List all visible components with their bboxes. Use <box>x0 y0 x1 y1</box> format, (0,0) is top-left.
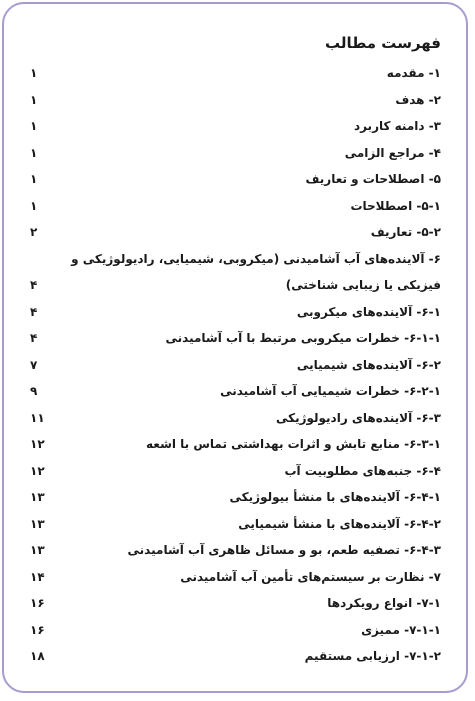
toc-entry <box>30 116 441 136</box>
toc-entry-title: ۷-۱-۲- ارزیابی مستقیم <box>304 649 441 663</box>
toc-entry-page: ۱۳ <box>30 517 45 531</box>
toc-entry-title: ۳- دامنه کاربرد <box>353 119 441 133</box>
toc-entry <box>30 90 441 110</box>
toc-entry-page: ۱۶ <box>30 623 45 637</box>
toc-entry-page: ۱ <box>30 119 38 133</box>
toc-entry-page: ۱۶ <box>30 596 45 610</box>
toc-entry-page: ۲ <box>30 225 38 239</box>
toc-entry-title: ۱- مقدمه <box>386 66 441 80</box>
toc-entry-title: ۶-۴-۲- آلاینده‌های با منشأ شیمیایی <box>238 517 441 531</box>
toc-entry-title: ۷-۱-۱- ممیزی <box>361 623 441 637</box>
toc-entry-title: ۶-۳-۱- منابع تابش و اثرات بهداشتی تماس با اشعه <box>146 437 441 451</box>
toc-entry-page: ۱۸ <box>30 649 45 663</box>
toc-entry-title: ۵-۲- تعاریف <box>370 225 441 239</box>
toc-entry-page: ۴ <box>30 305 38 319</box>
toc-entry-title: ۶-۳- آلاینده‌های رادیولوژیکی <box>275 411 441 425</box>
toc-entry <box>30 222 441 242</box>
toc-entry-title: ۶-۲- آلاینده‌های شیمیایی <box>296 358 441 372</box>
toc-entry <box>30 249 441 269</box>
toc-entry-page: ۱۳ <box>30 490 45 504</box>
toc-entry-title: ۶-۴- جنبه‌های مطلوبیت آب <box>284 464 441 478</box>
toc-entry-page: ۱ <box>30 93 38 107</box>
toc-entry <box>30 620 441 640</box>
toc-entry-title: ۵- اصطلاحات و تعاریف <box>305 172 441 186</box>
toc-entry-title: ۲- هدف <box>395 93 441 107</box>
toc-entry <box>30 567 441 587</box>
toc-entry <box>30 434 441 454</box>
toc-entry <box>30 275 441 295</box>
toc-entry-title: فیزیکی یا زیبایی شناختی) <box>285 278 441 292</box>
toc-entry <box>30 408 441 428</box>
toc-entry <box>30 646 441 666</box>
toc-entry <box>30 169 441 189</box>
toc-entry-title: ۶-۴-۱- آلاینده‌های با منشأ بیولوژیکی <box>229 490 441 504</box>
toc-entry <box>30 487 441 507</box>
toc-entry <box>30 381 441 401</box>
toc-entry <box>30 461 441 481</box>
toc-entry-page: ۱ <box>30 172 38 186</box>
toc-entry <box>30 143 441 163</box>
toc-entry-title: ۴- مراجع الزامی <box>344 146 441 160</box>
toc-entry-page: ۱ <box>30 66 38 80</box>
toc-entry-page: ۴ <box>30 278 38 292</box>
toc-entry-title: ۷-۱- انواع رویکردها <box>327 596 441 610</box>
toc-entry-page: ۱ <box>30 146 38 160</box>
toc-entry <box>30 540 441 560</box>
toc-entry-page: ۱۴ <box>30 570 45 584</box>
toc-entry <box>30 196 441 216</box>
toc-entry-page: ۱۲ <box>30 464 45 478</box>
toc-entry <box>30 63 441 83</box>
toc-entry <box>30 302 441 322</box>
toc-entry-title: ۵-۱- اصطلاحات <box>350 199 441 213</box>
toc-entry-title: ۶-۲-۱- خطرات شیمیایی آب آشامیدنی <box>220 384 441 398</box>
toc-entry-title: ۷- نظارت بر سیستم‌های تأمین آب آشامیدنی <box>180 570 441 584</box>
toc-entry-title: ۶-۱- آلاینده‌های میکروبی <box>296 305 441 319</box>
toc-entry-title: ۶-۱-۱- خطرات میکروبی مرتبط با آب آشامیدنی <box>165 331 441 345</box>
toc-entry-page: ۷ <box>30 358 38 372</box>
toc-entry <box>30 355 441 375</box>
toc-entry <box>30 328 441 348</box>
toc-entry-page: ۴ <box>30 331 38 345</box>
toc-entry-title: ۶-۴-۳- تصفیه طعم، بو و مسائل ظاهری آب آشامیدنی <box>127 543 441 557</box>
toc-entry-page: ۱ <box>30 199 38 213</box>
toc-entry-page: ۱۱ <box>30 411 45 425</box>
toc-entry-page: ۱۲ <box>30 437 45 451</box>
toc-entry-page: ۱۳ <box>30 543 45 557</box>
toc-entry <box>30 514 441 534</box>
toc-entry <box>30 593 441 613</box>
toc-entry-page: ۹ <box>30 384 38 398</box>
toc-entry-title: ۶- آلاینده‌های آب آشامیدنی (میکروبی، شیمیایی، رادیولوژیکی و <box>71 252 441 266</box>
toc-title: فهرست مطالب <box>325 34 441 52</box>
